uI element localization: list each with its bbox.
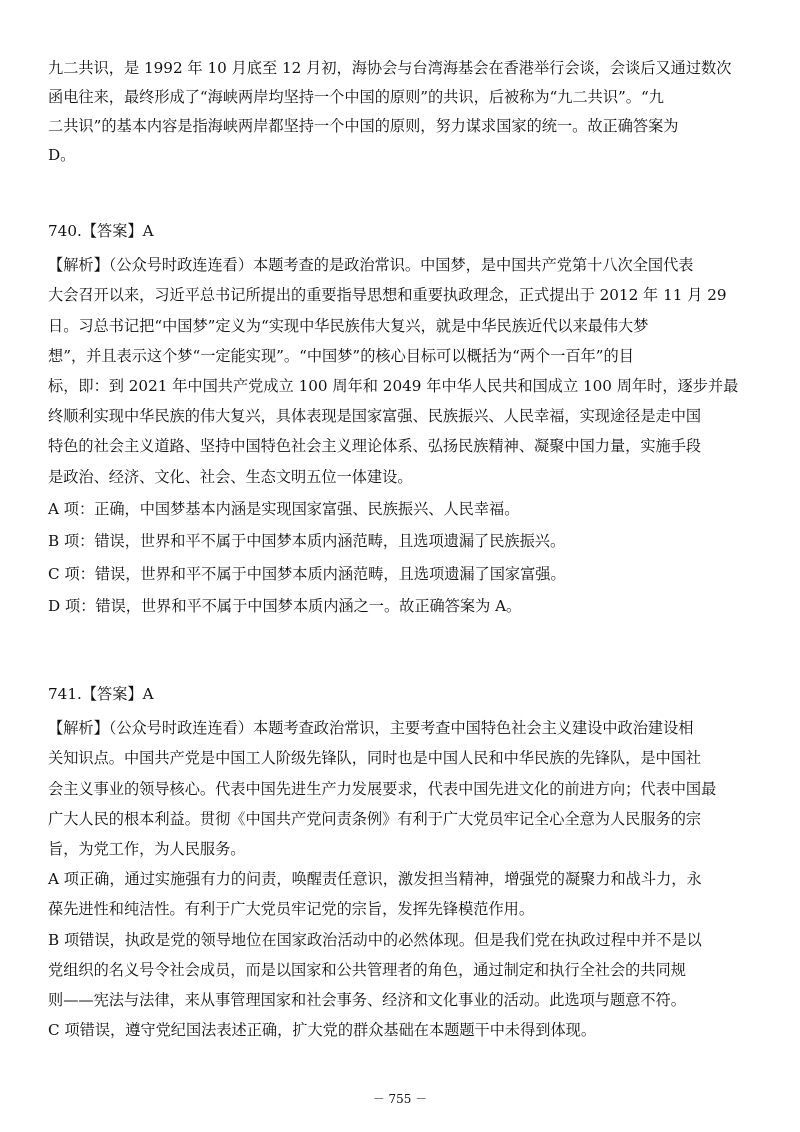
analysis-line: 终顺利实现中华民族的伟大复兴，具体表现是国家富强、民族振兴、人民幸福，实现途径是走中国: [48, 407, 702, 426]
analysis-line: 旨，为党工作，为人民服务。: [48, 840, 246, 859]
analysis-line: 广大人民的根本利益。贯彻《中国共产党问责条例》有利于广大党员牢记全心全意为人民服务的宗: [48, 809, 702, 828]
analysis-line: 【解析】（公众号时政连连看）本题考查的是政治常识。中国梦，是中国共产党第十八次全国代表: [48, 256, 694, 275]
analysis-line: 【解析】（公众号时政连连看）本题考查政治常识，主要考查中国特色社会主义建设中政治建设相: [48, 719, 694, 738]
option-line: B 项错误，执政是党的领导地位在国家政治活动中的必然体现。但是我们党在执政过程中并不是以: [48, 930, 702, 949]
option-c: C 项：错误，世界和平不属于中国梦本质内涵范畴，且选项遗漏了国家富强。: [48, 564, 566, 583]
option-line: 党组织的名义号令社会成员，而是以国家和公共管理者的角色，通过制定和执行全社会的共同规: [48, 960, 686, 979]
answer-heading: 741.【答案】A: [48, 685, 154, 703]
option-line: 则——宪法与法律，来从事管理国家和社会事务、经济和文化事业的活动。此选项与题意不符。: [48, 991, 686, 1010]
text-line: 二共识”的基本内容是指海峡两岸都坚持一个中国的原则，努力谋求国家的统一。故正确答案为: [48, 117, 679, 135]
option-line: 葆先进性和纯洁性。有利于广大党员牢记党的宗旨，发挥先锋模范作用。: [48, 900, 534, 919]
analysis-line: 大会召开以来，习近平总书记所提出的重要指导思想和重要执政理念，正式提出于 2012 年 11 月 29: [48, 286, 727, 305]
analysis-line: 标，即：到 2021 年中国共产党成立 100 周年和 2049 年中华人民共和国成立 100 周年时，逐步并最: [48, 377, 739, 396]
page-number: － 755 －: [372, 1092, 428, 1106]
analysis-line: 关知识点。中国共产党是中国工人阶级先锋队，同时也是中国人民和中华民族的先锋队，是中国社: [48, 749, 702, 768]
text-line: 九二共识，是 1992 年 10 月底至 12 月初，海协会与台湾海基会在香港举行会谈，会谈后又通过数次: [48, 59, 732, 77]
analysis-line: 会主义事业的领导核心。代表中国先进生产力发展要求，代表中国先进文化的前进方向；代表中国最: [48, 779, 717, 798]
intro-paragraph: [48, 54, 758, 170]
text-line: 函电往来，最终形成了“海峡两岸均坚持一个中国的原则”的共识，后被称为“九二共识”。“九: [48, 88, 664, 106]
question-741-section: [48, 679, 763, 1045]
analysis-line: 是政治、经济、文化、社会、生态文明五位一体建设。: [48, 467, 413, 486]
option-b: B 项：错误，世界和平不属于中国梦本质内涵范畴，且选项遗漏了民族振兴。: [48, 532, 566, 551]
text-line: D。: [48, 146, 76, 164]
analysis-line: 想”，并且表示这个梦“一定能实现”。“中国梦”的核心目标可以概括为“两个一百年”的目: [48, 346, 634, 365]
analysis-line: 日。习总书记把“中国梦”定义为“实现中华民族伟大复兴，就是中华民族近代以来最伟大梦: [48, 316, 649, 335]
analysis-line: 特色的社会主义道路、坚持中国特色社会主义理论体系、弘扬民族精神、凝聚中国力量，实施手段: [48, 437, 702, 456]
option-d: D 项：错误，世界和平不属于中国梦本质内涵之一。故正确答案为 A。: [48, 597, 522, 616]
question-740-section: [48, 216, 763, 622]
answer-heading: 740.【答案】A: [48, 222, 154, 240]
option-a: A 项：正确，中国梦基本内涵是实现国家富强、民族振兴、人民幸福。: [48, 499, 520, 518]
option-line: A 项正确，通过实施强有力的问责，唤醒责任意识，激发担当精神，增强党的凝聚力和战斗力，永: [48, 870, 702, 889]
option-line: C 项错误，遵守党纪国法表述正确，扩大党的群众基础在本题题干中未得到体现。: [48, 1021, 597, 1040]
